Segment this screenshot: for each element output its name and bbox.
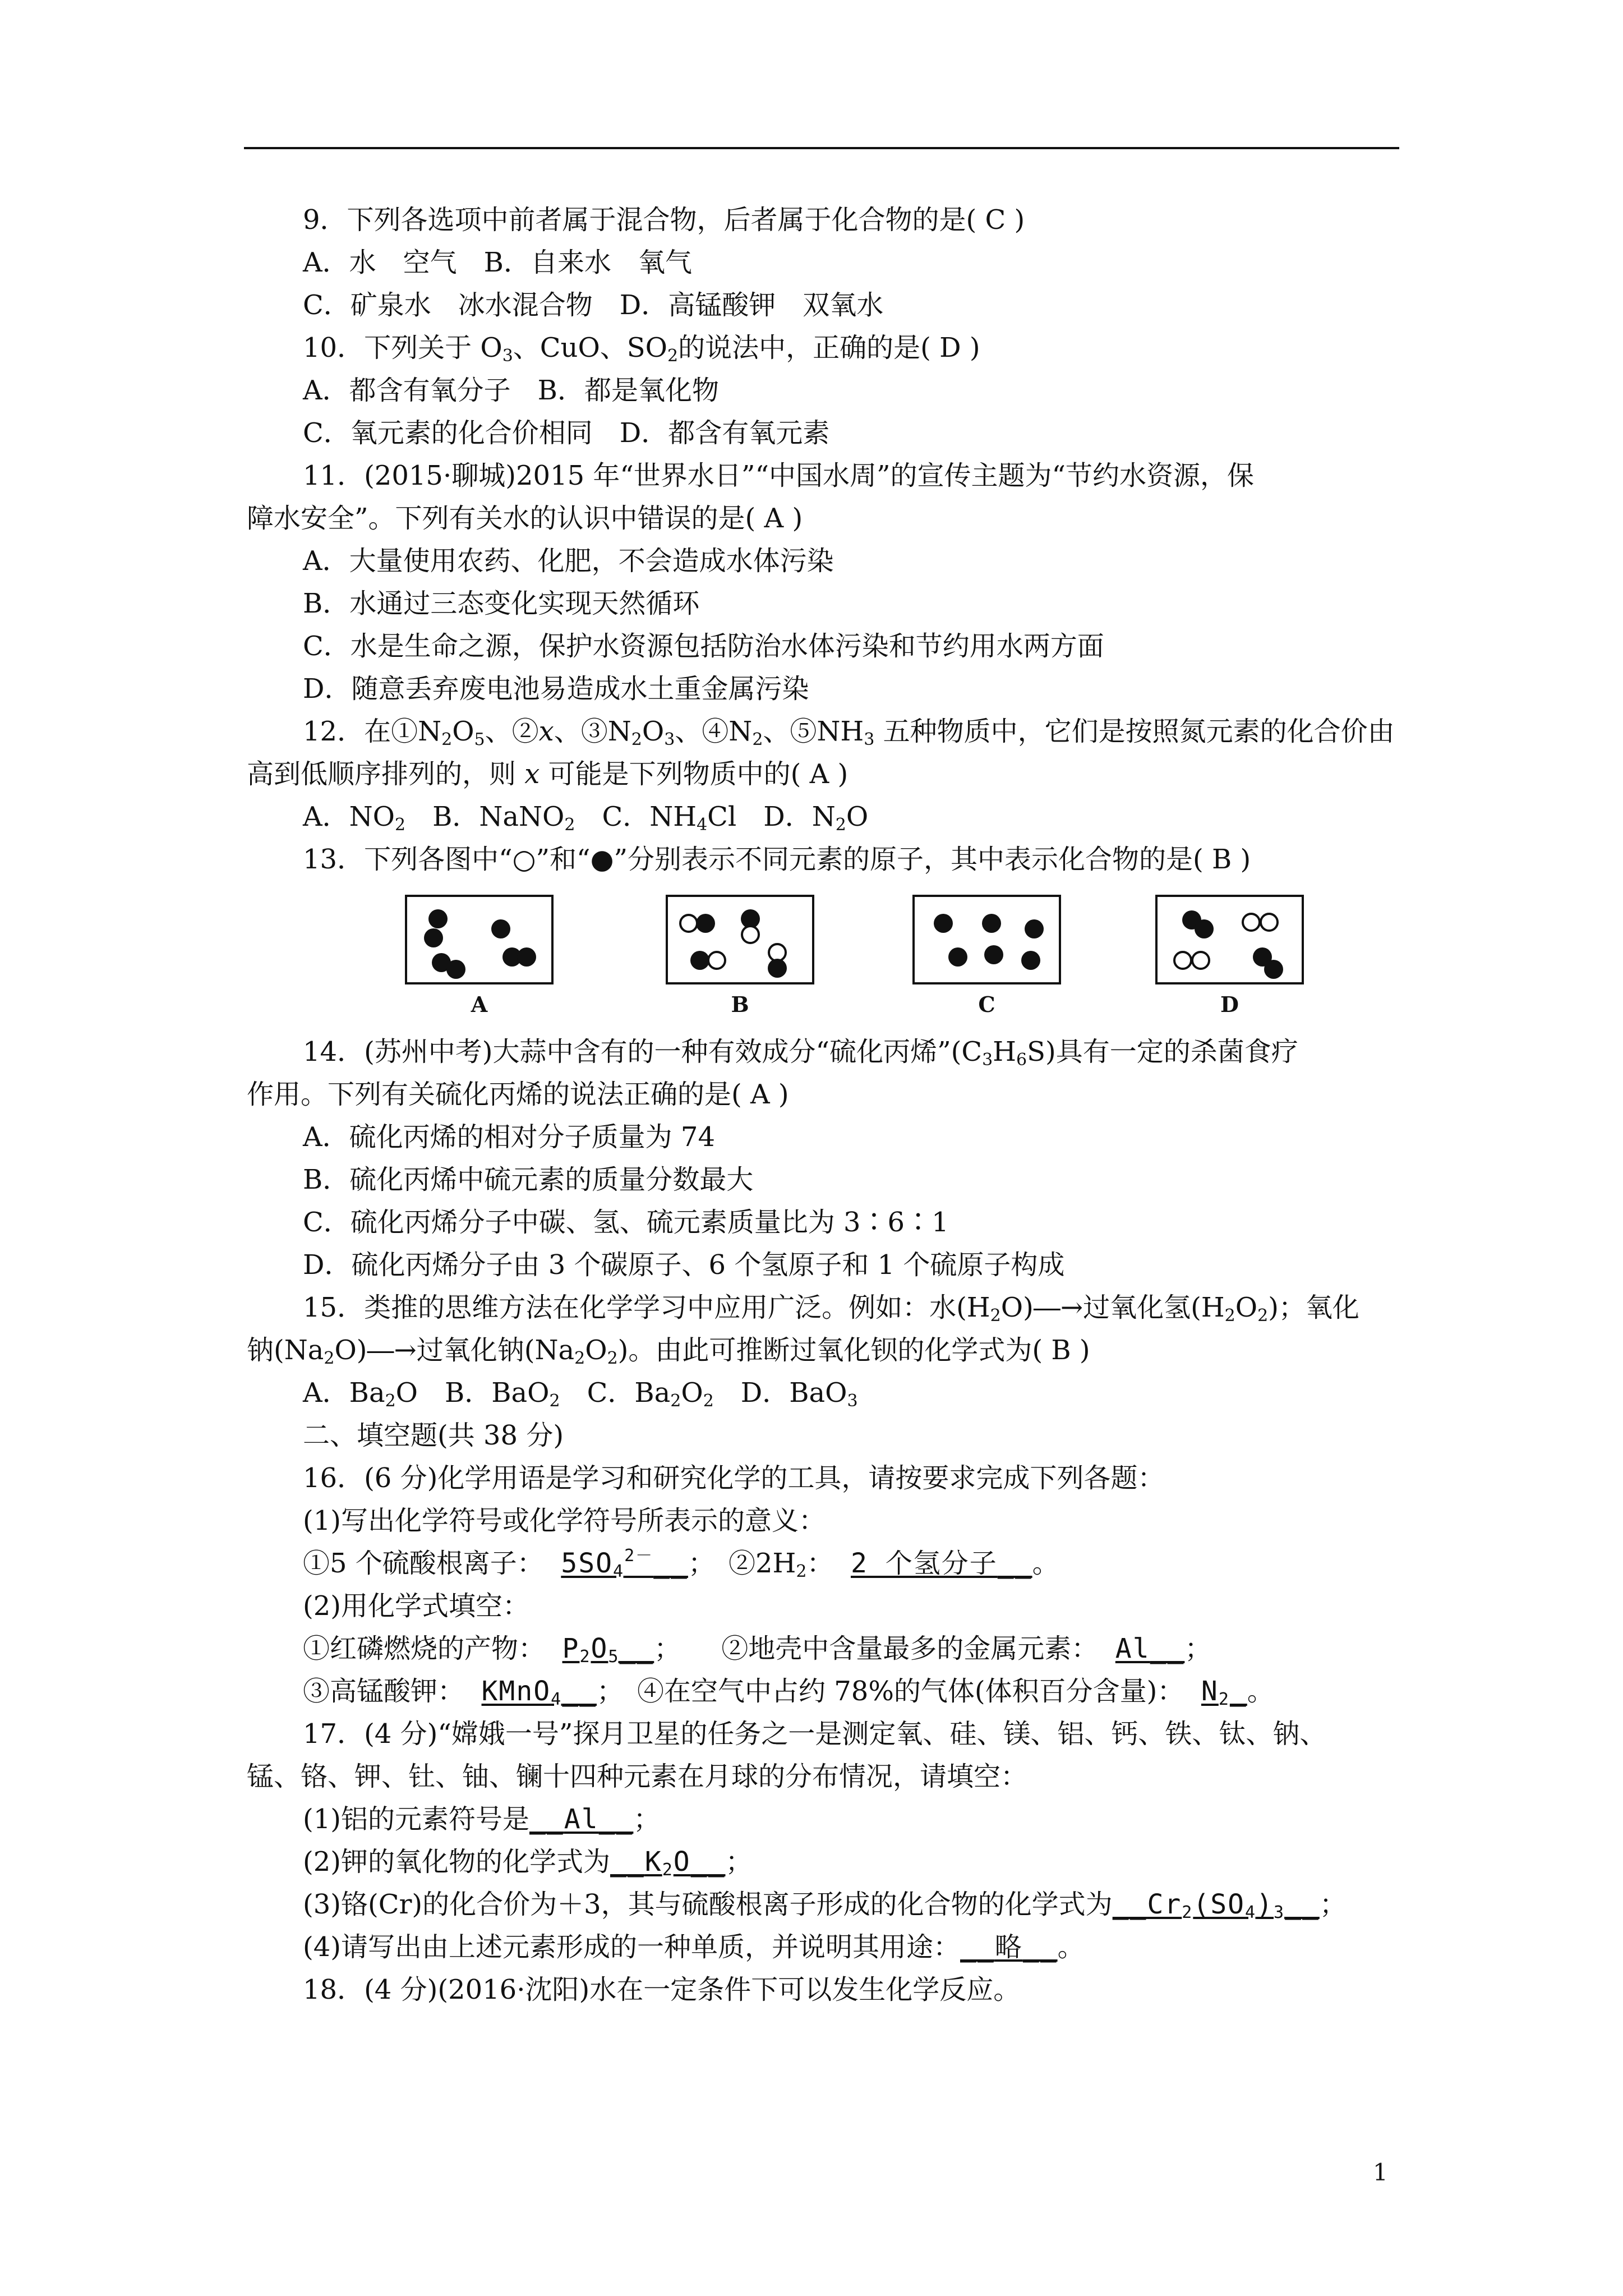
answer-blank: Al__ [1115,1633,1185,1664]
q12-options: A．$NO_2$ B．NaNO$_2$ C．$NH_4Cl$ D．$N_2O$ [303,801,869,835]
q16-answers-2: ①红磷燃烧的产物： $P_2O_5\_\_$； ②地壳中含量最多的金属元素： Al__； [303,1633,1212,1667]
diagram-d [1155,895,1304,984]
q16-part1: (1)写出化学符号或化学符号所表示的意义： [303,1505,826,1536]
diagram-b [666,895,814,984]
answer-blank: $\_\_Cr_2(SO_4)_3\_\_$ [1112,1889,1320,1922]
q14-line2: 作用。下列有关硫化丙烯的说法正确的是( A ) [247,1079,789,1110]
q14-line1: 14．(苏州中考)大蒜中含有的一种有效成分“硫化丙烯$”(C_3H_6S)$具有一定的杀菌食疗 [303,1036,1298,1070]
diagram-c [912,895,1061,984]
q16-answers-1: ①5 个硫酸根离子： $5SO_4^{2-}\_\_$； $②2H_2$： 2 个氢分子__。 [303,1546,1059,1581]
header-rule [244,147,1399,149]
q9-options-ab: A．水 空气 B．自来水 氧气 [303,247,692,278]
q11-line2: 障水安全”。下列有关水的认识中错误的是( A ) [247,503,803,534]
diagram-b-label: B [731,992,749,1017]
q10-stem: 10．下列关于 $O_3$、CuO、$SO_2$的说法中，正确的是( D ) [303,332,980,366]
q11-option-d: D．随意丢弃废电池易造成水土重金属污染 [303,673,809,705]
answer-blank: $\_\_K_2O\_\_$ [610,1846,726,1880]
q11-option-b: B．水通过三态变化实现天然循环 [303,588,700,619]
answer-blank: __Al__ [529,1803,634,1835]
q17-line2: 锰、铬、钾、钍、铀、镧十四种元素在月球的分布情况，请填空： [247,1761,1028,1792]
q17-line1: 17．(4 分)“嫦娥一号”探月卫星的任务之一是测定氧、硅、镁、铝、钙、铁、钛、钠、 [303,1718,1327,1750]
diagram-d-label: D [1220,992,1239,1017]
q18-line1: 18．(4 分)(2016·沈阳)水在一定条件下可以发生化学反应。 [303,1974,1021,2005]
page-number: 1 [1373,2159,1388,2186]
q9-options-cd: C．矿泉水 冰水混合物 D．高锰酸钾 双氧水 [303,289,884,321]
diagram-a [405,895,554,984]
q16-answers-3: ③高锰酸钾： KMnO$_4$__； ④在空气中占约 78%的气体(体积百分含量)： $N_2\_$。 [303,1676,1274,1709]
q12-line2: 高到低顺序排列的，则 x 可能是下列物质中的( A ) [247,758,849,790]
answer-blank: $N_2\_$ [1201,1676,1247,1709]
q11-line1: 11．(2015·聊城)2015 年“世界水日”“中国水周”的宣传主题为“节约水资源，保 [303,460,1255,491]
answer-blank: KMnO$_4$__ [481,1676,597,1709]
q11-option-a: A．大量使用农药、化肥，不会造成水体污染 [303,545,834,577]
q15-line2: 钠$(Na_2O)―\to$过氧化钠$(Na_2O_2)$。由此可推断过氧化钡的化学式为( B ) [247,1335,1090,1368]
q15-line1: 15．类推的思维方法在化学学习中应用广泛。例如：水$(H_2O)―\to$过氧化氢$(H_2O_2)$；氧化 [303,1292,1359,1326]
q14-option-a: A．硫化丙烯的相对分子质量为 74 [303,1121,716,1153]
q12-line1: 12．在$①N_2O_5$、②x、$③N_2O_3$、$④N_2$、$⑤NH_3$ 五种物质中，它们是按照氮元素的化合价由 [303,716,1395,749]
q13-stem: 13．下列各图中“○”和“●”分别表示不同元素的原子，其中表示化合物的是( B ) [303,844,1251,875]
q10-options-ab: A．都含有氧分子 B．都是氧化物 [303,375,719,406]
q15-options: A．$Ba_2O$ B．BaO$_2$ C．$Ba_2O_2$ D．BaO$_3$ [303,1377,858,1411]
section-heading: 二、填空题(共 38 分) [303,1420,564,1451]
diagram-c-label: C [978,992,995,1017]
diagram-a-label: A [471,992,488,1017]
q17-answer-2: (2)钾的氧化物的化学式为$\_\_K_2O\_\_$； [303,1846,753,1880]
q9-stem: 9．下列各选项中前者属于混合物，后者属于化合物的是( C ) [303,204,1025,236]
answer-blank: $5SO_4^{2-}\_\_$ [561,1546,688,1581]
q17-answer-1: (1)铝的元素符号是__Al__； [303,1803,661,1835]
answer-blank: 2 个氢分子__ [850,1548,1032,1579]
q14-option-c: C．硫化丙烯分子中碳、氢、硫元素质量比为 3∶6∶1 [303,1207,949,1238]
q16-part2: (2)用化学式填空： [303,1590,529,1622]
q10-options-cd: C．氧元素的化合价相同 D．都含有氧元素 [303,417,830,449]
q17-answer-3: (3)铬(Cr)的化合价为＋3，其与硫酸根离子形成的化合物的化学式为$\_\_Cr_2(SO_4)_3\_\_$； [303,1889,1347,1922]
q11-option-c: C．水是生命之源，保护水资源包括防治水体污染和节约用水两方面 [303,631,1104,662]
q17-answer-4: (4)请写出由上述元素形成的一种单质，并说明其用途：__略__。 [303,1931,1085,1963]
answer-blank: $P_2O_5\_\_$ [562,1633,654,1667]
q14-option-d: D．硫化丙烯分子由 3 个碳原子、6 个氢原子和 1 个硫原子构成 [303,1249,1065,1281]
answer-blank: __略__ [960,1931,1058,1963]
q14-option-b: B．硫化丙烯中硫元素的质量分数最大 [303,1164,754,1195]
q16-stem: 16．(6 分)化学用语是学习和研究化学的工具，请按要求完成下列各题： [303,1462,1165,1494]
